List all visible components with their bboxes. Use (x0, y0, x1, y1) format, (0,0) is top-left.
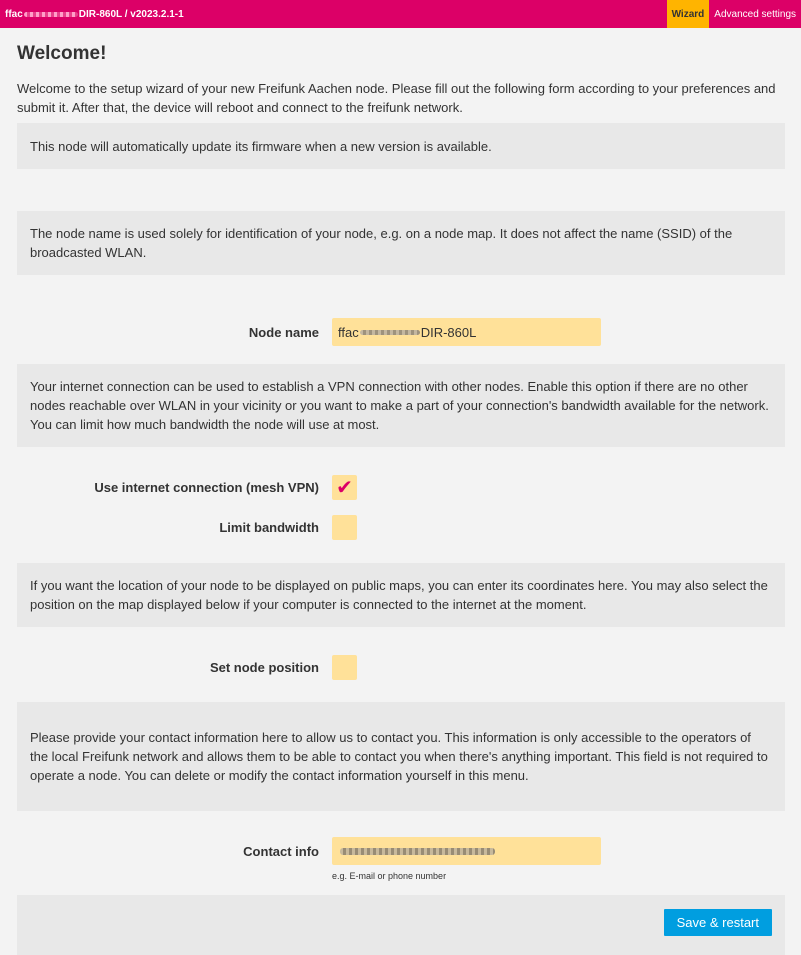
contact-input[interactable] (332, 837, 601, 865)
contact-hint: e.g. E-mail or phone number (332, 871, 447, 881)
main-content (0, 28, 801, 955)
limit-bandwidth-label: Limit bandwidth (219, 519, 319, 535)
contact-row (17, 837, 785, 865)
hostname-label: Node name (248, 324, 319, 340)
save-restart-button[interactable]: Save & restart (664, 909, 772, 936)
hostname-prefix: ffac (5, 8, 23, 20)
page-title: Welcome! (17, 43, 107, 64)
top-bar (0, 0, 801, 28)
hostname-info (17, 211, 785, 275)
hostname-suffix: DIR-860L / v2023.2.1-1 (78, 8, 184, 20)
limit-bandwidth-row (17, 514, 785, 540)
redaction-mark (24, 12, 78, 17)
redaction-mark (340, 848, 495, 855)
top-nav (667, 0, 801, 28)
hostname-value-prefix: ffac (338, 324, 359, 340)
hostname-value-suffix: DIR-860L (420, 324, 477, 340)
check-icon: ✔ (336, 476, 353, 499)
mesh-vpn-checkbox[interactable] (332, 475, 357, 500)
nav-advanced-settings[interactable]: Advanced settings (714, 8, 796, 20)
redaction-mark (360, 330, 420, 335)
nav-wizard[interactable]: Wizard (667, 0, 710, 28)
node-position-label: Set node position (209, 659, 319, 675)
hostname-input[interactable] (332, 318, 601, 346)
mesh-vpn-info-text: Your internet connection can be used to establish a VPN connection with other nodes. Enable this option if there are no other nodes reachable over WLAN in your vicinity or you want to make a part of your connection's bandwidth available for the network. You can limit how much bandwidth the node will use at most. (30, 379, 769, 432)
hostname-info-text: The node name is used solely for identification of your node, e.g. on a node map. It does not affect the name (SSID) of the broadcasted WLAN. (30, 226, 733, 260)
contact-info-text: Please provide your contact information here to allow us to contact you. This information is only accessible to the operators of the local Freifunk network and allows them to be able to contact you when there's anything important. This field is not required to operate a node. You can delete or modify the contact information yourself in this menu. (30, 730, 768, 783)
contact-label: Contact info (243, 843, 319, 859)
autoupdate-text: This node will automatically update its firmware when a new version is available. (30, 138, 492, 154)
node-position-checkbox[interactable] (332, 655, 357, 680)
hostname-version (0, 9, 184, 20)
limit-bandwidth-checkbox[interactable] (332, 515, 357, 540)
location-info-text: If you want the location of your node to be displayed on public maps, you can enter its coordinates here. You may also select the position on the map displayed below if your computer is connected to the internet at the moment. (30, 578, 768, 612)
autoupdate-info (17, 123, 785, 169)
contact-info-box (17, 702, 785, 811)
mesh-vpn-info (17, 364, 785, 447)
node-position-row (17, 654, 785, 680)
actions-bar (17, 895, 785, 955)
intro-text: Welcome to the setup wizard of your new Freifunk Aachen node. Please fill out the following form according to your preferences and submit it. After that, the device will reboot and connect to the freifunk network. (17, 81, 776, 115)
hostname-row (17, 318, 785, 346)
location-info (17, 563, 785, 627)
mesh-vpn-row (17, 474, 785, 500)
mesh-vpn-label: Use internet connection (mesh VPN) (94, 479, 319, 495)
